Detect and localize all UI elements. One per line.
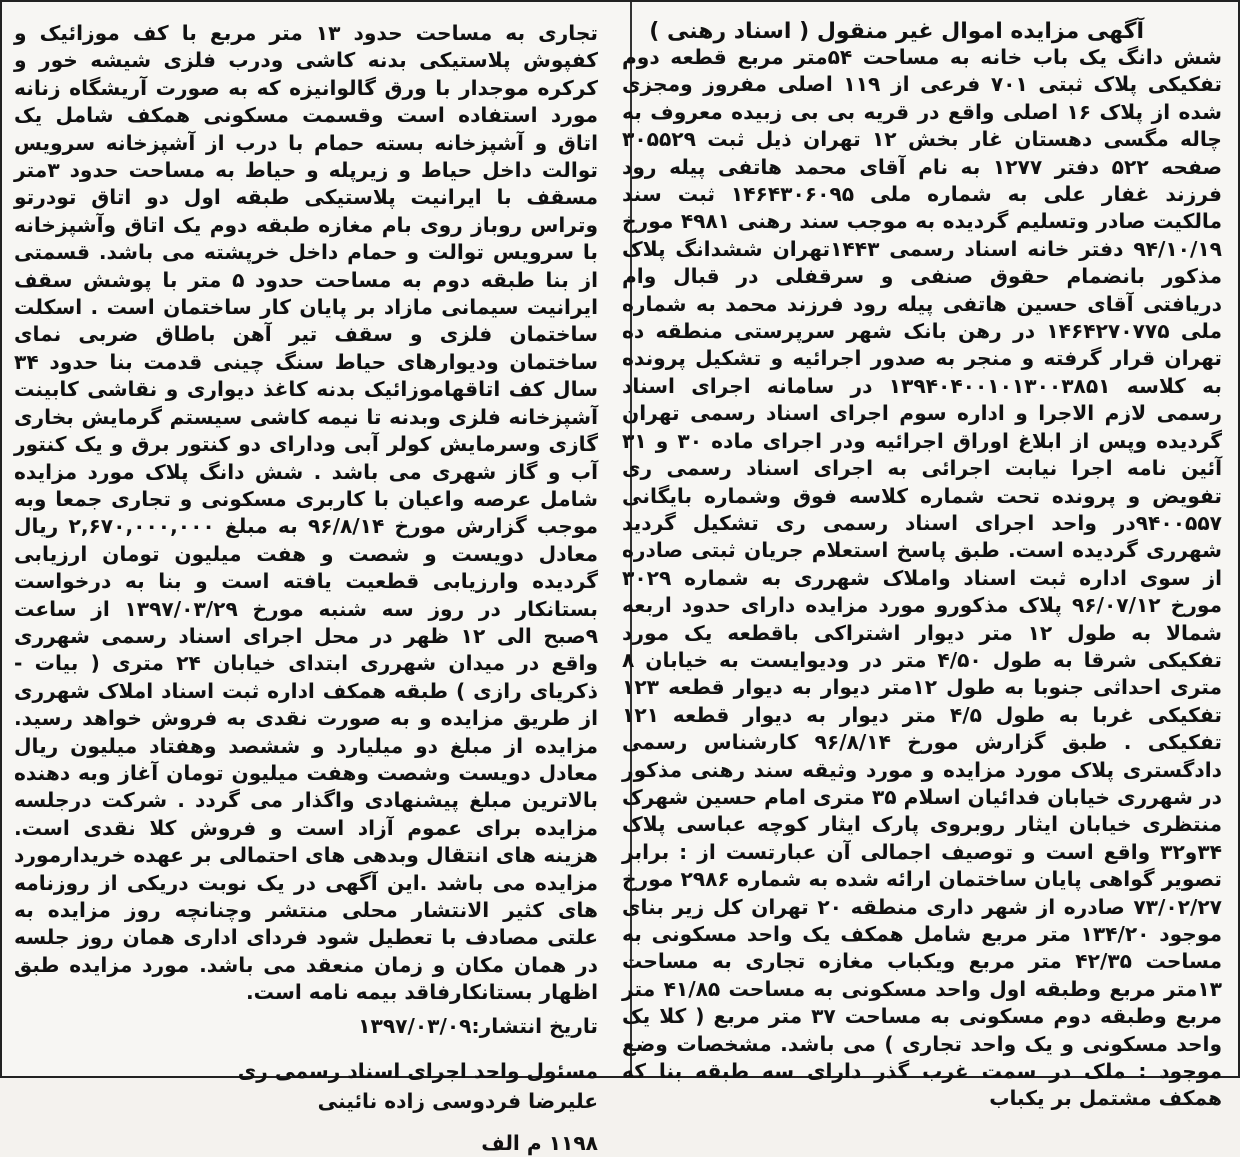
signature-block [14, 1056, 598, 1116]
left-column [14, 20, 599, 1156]
notice-code: ۱۱۹۸ م الف [481, 1131, 598, 1156]
publication-date: تاریخ انتشار:۱۳۹۷/۰۳/۰۹ [358, 1013, 598, 1038]
signature-title: مسئول واحد اجرای اسناد رسمی ری [237, 1059, 598, 1084]
left-column-text: تجاری به مساحت حدود ۱۳ متر مربع با کف موزائیک و کفپوش پلاستیکی بدنه کاشی ودرب فلزی شیشه خور و کرکره موجدار با ورق گالوانیزه که به صورت آریشگاه زنانه مورد استفاده است وقسمت مسکونی همکف شامل یک اتاق و آشپزخانه بسته حمام با درب از آشپزخانه سرویس توالت داخل حیاط و زیرپله و حیاط به مساحت حدود ۳متر مسقف با ایرانیت پلاستیکی طبقه اول دو اتاق تودرتو وتراس روباز روی بام مغازه طبقه دوم یک اتاق وآشپزخانه با سرویس توالت و حمام داخل خرپشته می باشد. قسمتی از بنا طبقه دوم به مساحت حدود ۵ متر با پوشش سقف ایرانیت سیمانی مازاد بر پایان کار ساختمان است . اسکلت ساختمان فلزی و سقف تیر آهن باطاق ضربی نمای ساختمان ودیوارهای حیاط سنگ چینی قدمت بنا حدود ۳۴ سال کف اتاقهاموزائیک بدنه کاغذ دیواری و نقاشی کابینت آشپزخانه فلزی وبدنه تا نیمه کاشی سیستم گرمایش بخاری گازی وسرمایش کولر آبی ودارای دو کنتور برق و یک کنتور آب و گاز شهری می باشد . شش دانگ پلاک مورد مزایده شامل عرصه واعیان با کاربری مسکونی و تجاری جمعا وبه موجب گزارش مورخ ۹۶/۸/۱۴ به مبلغ ۲,۶۷۰,۰۰۰,۰۰۰ ریال معادل دویست و شصت و هفت میلیون تومان ارزیابی گردیده وارزیابی قطعیت یافته است و بنا به درخواست بستانکار در روز سه شنبه مورخ ۱۳۹۷/۰۳/۲۹ از ساعت ۹صبح الی ۱۲ ظهر در محل اجرای اسناد رسمی شهرری واقع در میدان شهرری ابتدای خیابان ۲۴ متری ( بیات - ذکریای رازی ) طبقه همکف اداره ثبت اسناد املاک شهرری از طریق مزایده و به صورت نقدی به فروش خواهد رسید. مزایده از مبلغ دو میلیارد و ششصد وهفتاد میلیون ریال معادل دویست وشصت وهفت میلیون تومان آغاز وبه دهنده بالاترین مبلغ پیشنهادی واگذار می گردد . شرکت درجلسه مزایده برای عموم آزاد است و فروش کلا نقدی است. هزینه های انتقال وبدهی های احتمالی بر عهده خریدارمورد مزایده می باشد .این آگهی در یک نوبت دریکی از روزنامه های کثیر الانتشار محلی منتشر وچنانچه روز مزایده به علتی مصادف با تعطیل شود فردای اداری همان روز جلسه در همان مکان و زمان منعقد می باشد. مورد مزایده طبق اظهار بستانکارفاقد بیمه نامه است. [14, 21, 599, 1005]
signature-name: علیرضا فردوسی زاده نائینی [317, 1089, 598, 1114]
notice-title: آگهی مزایده اموال غیر منقول ( اسناد رهنی ) [649, 19, 1144, 44]
right-column-text: شش دانگ یک باب خانه به مساحت ۵۴متر مربع قطعه دوم تفکیکی پلاک ثبتی ۷۰۱ فرعی از ۱۱۹ اصلی مفروز ومجزی شده از پلاک ۱۶ اصلی واقع در قریه بی بی زبیده معروف به چاله مگسی دهستان غار بخش ۱۲ تهران ذیل ثبت ۳۰۵۵۲۹ صفحه ۵۲۲ دفتر ۱۲۷۷ به نام آقای محمد هاتفی پیله رود فرزند غفار علی به شماره ملی ۱۴۶۴۳۰۶۰۹۵ ثبت سند مالکیت صادر وتسلیم گردیده به موجب سند رهنی ۴۹۸۱ مورخ ۹۴/۱۰/۱۹ دفتر خانه اسناد رسمی ۱۴۴۳تهران ششدانگ پلاک مذکور بانضمام حقوق صنفی و سرقفلی در قبال وام دریافتی آقای حسین هاتفی پیله رود فرزند محمد به شماره ملی ۱۴۶۴۲۷۰۷۷۵ در رهن بانک شهر سرپرستی منطقه ده تهران قرار گرفته و منجر به صدور اجرائیه و تشکیل پرونده به کلاسه ۱۳۹۴۰۴۰۰۱۰۱۳۰۰۳۸۵۱ در سامانه اجرای اسناد رسمی لازم الاجرا و اداره سوم اجرای اسناد رسمی تهران گردیده وپس از ابلاغ اوراق اجرائیه ودر اجرای ماده ۳۰ و ۳۱ آئین نامه اجرا نیابت اجرائی به اجرای اسناد رسمی ری تفویض و پرونده تحت شماره کلاسه فوق وشماره بایگانی ۹۴۰۰۵۵۷در واحد اجرای اسناد رسمی ری تشکیل گردید شهرری گردیده است. طبق پاسخ استعلام جریان ثبتی صادره از سوی اداره ثبت اسناد واملاک شهرری به شماره ۳۰۲۹ مورخ ۹۶/۰۷/۱۲ پلاک مذکورو مورد مزایده دارای حدود اربعه شمالا به طول ۱۲ متر دیوار اشتراکی باقطعه یک مورد تفکیکی شرقا به طول ۴/۵۰ متر در ودیوایست به خیابان ۸ متری احداثی جنوبا به طول ۱۲متر دیوار به دیوار قطعه ۱۲۳ تفکیکی غربا به طول ۴/۵ متر دیوار به دیوار قطعه ۱۲۱ تفکیکی . طبق گزارش مورخ ۹۶/۸/۱۴ کارشناس رسمی دادگستری پلاک مورد مزایده و مورد وثیقه سند رهنی مذکور در شهرری خیابان فدائیان اسلام ۳۵ متری امام حسین شهرک منتظری خیابان ایثار روبروی پارک ایثار کوچه عباسی پلاک ۳۴و۳۲ واقع است و توصیف اجمالی آن عبارتست از : برابر تصویر گواهی پایان ساختمان ارائه شده به شماره ۲۹۸۶ مورخ ۷۳/۰۲/۲۷ صادره از شهر داری منطقه ۲۰ تهران کل زیر بنای موجود ۱۳۴/۲۰ متر مربع شامل همکف یک واحد مسکونی به مساحت ۴۲/۳۵ متر مربع ویکباب مغازه تجاری به مساحت ۱۳متر مربع وطبقه اول واحد مسکونی به مساحت ۴۱/۸۵ متر مربع وطبقه دوم مسکونی به مساحت ۳۷ متر مربع ( کلا یک واحد مسکونی و یک واحد تجاری ) می باشد. مشخصات وضع موجود : ملک در سمت غرب گذر دارای سه طبقه بنا که همکف مشتمل بر یکباب [622, 45, 1223, 1111]
right-column [622, 19, 1223, 1111]
